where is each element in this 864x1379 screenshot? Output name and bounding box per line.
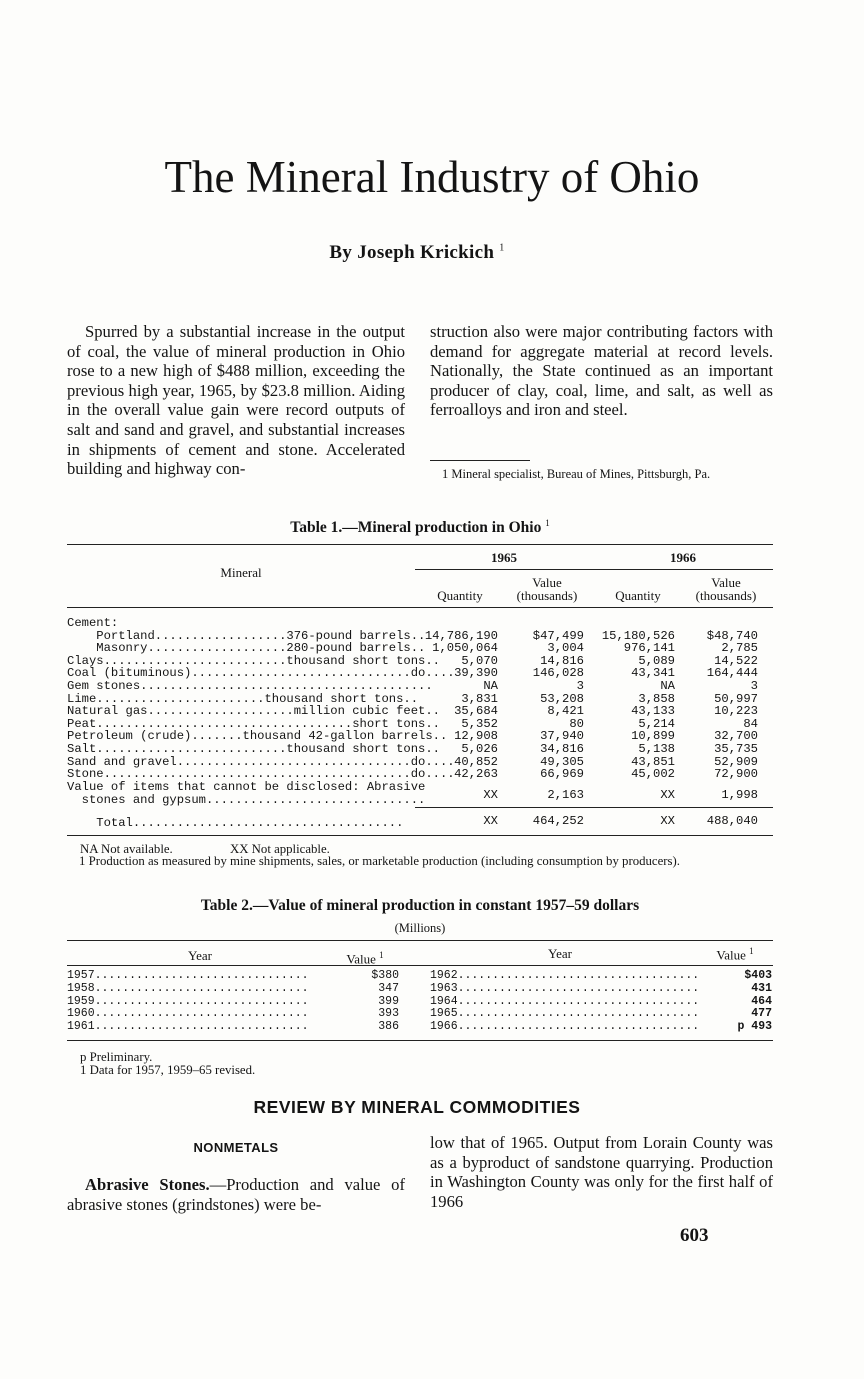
table1-undisclosed-label-line2: stones and gypsum.............................. [67,792,426,807]
table2-right-value: 431 [751,981,772,995]
table1-year-rule [415,569,773,570]
table1-cell-q66: 15,180,526 [601,628,675,643]
table2-top-rule [67,940,773,941]
nonmetals-heading: NONMETALS [193,1140,279,1155]
table1-cell-q65: 35,684 [454,704,498,719]
table1-undisclosed-q66: XX [660,788,675,802]
table1-undisclosed-q65: XX [483,788,498,802]
table1-cell-q65: 39,390 [454,666,498,681]
intro-right-column: struction also were major contributing factors with demand for aggregate material at record levels. Nationally, the State continued as an important producer of clay, coal, lime, and salt, as well as ferroalloys and iron and steel. [430,322,773,420]
table1-total-rule [415,807,773,808]
table2-left-value: 399 [378,994,399,1008]
table2-right-year: 1963................................... [430,981,700,995]
table1-cell-q66: 45,002 [631,767,675,782]
table1-cell-v66: 50,997 [714,691,758,706]
table1-cell-v66: 32,700 [714,729,758,744]
table1-caption-text: Table 1.—Mineral production in Ohio [290,519,542,537]
table2-right-value: $403 [744,969,772,982]
table1-total-v66: 488,040 [706,814,758,828]
table1-bottom-rule [67,835,773,836]
table2-note-preliminary: p Preliminary. [80,1050,153,1064]
table1-cell-label: Masonry...................280-pound barrels.. [67,641,426,656]
table2-header-value-left [320,949,410,965]
table1-cell-q66: 43,851 [631,754,675,769]
table1-cell-q65: 5,352 [461,716,498,731]
table1-cell-v66: 3 [750,679,758,693]
abrasive-lead: Abrasive Stones. [85,1175,210,1194]
table1-total-v65: 464,252 [532,814,584,828]
author-footnote-marker: 1 [499,242,505,254]
table1-cell-v66: $48,740 [706,628,758,643]
table2-header-value-right-note: 1 [749,946,754,956]
table1-caption-note: 1 [545,518,550,528]
table1-total-q66: XX [660,814,675,828]
table2-right-value: 464 [751,994,772,1008]
table2-bottom-rule [67,1040,773,1041]
table1-header-value-1966-line2: (thousands) [695,588,757,603]
table2-left-year: 1959............................... [67,994,309,1008]
table2-right-year: 1962................................... [430,969,700,982]
table1-cell-q66: NA [660,679,675,693]
table2-header-year-left: Year [188,948,212,963]
table1-cell-v65: 8,421 [547,704,584,719]
table1-cell-v65: $47,499 [532,628,584,643]
table1-header-quantity-1966: Quantity [615,588,661,603]
table1-cell-q66: 43,341 [631,666,675,681]
table1-cell-v66: 35,735 [714,742,758,756]
table2-left-value: 393 [378,1007,399,1021]
table1-cell-q65: 14,786,190 [424,628,498,643]
table1-cell-v65: 3 [576,679,584,693]
table1-cell-label: Natural gas....................million cubic feet.. [67,704,440,719]
table1-cell-q66: 5,138 [638,742,675,756]
table2-header-value-right [690,945,780,961]
author-footnote: 1 Mineral specialist, Bureau of Mines, Pittsburgh, Pa. [442,467,711,481]
page-title: The Mineral Industry of Ohio [164,152,700,202]
table1-header-value-1966-line1: Value [711,575,741,590]
table1-cell-label: Clays.........................thousand short tons.. [67,653,440,668]
table1-cell-q66: 3,858 [638,691,675,706]
table1-cell-v65: 49,305 [540,754,584,769]
table1-cell-q65: 5,026 [461,742,498,756]
table1-cell-q65: 5,070 [461,653,498,668]
table1-cell-q65: 40,852 [454,754,498,769]
table1-cell-label: Salt..........................thousand short tons.. [67,742,440,756]
table1-cell-label: Portland..................376-pound barrels.. [67,628,426,643]
table1-header-1965: 1965 [491,550,517,565]
table1-row [67,642,773,655]
table1-cell-q66: 5,089 [638,653,675,668]
page-number: 603 [680,1225,709,1246]
table1-cell-q65: 3,831 [461,691,498,706]
table1-undisclosed-v66: 1,998 [721,788,758,802]
table1-cell-v66: 14,522 [714,653,758,668]
table1-total-q65: XX [483,814,498,828]
author-name: By Joseph Krickich [329,242,495,263]
table1-cell-label: Sand and gravel................................do.... [67,754,455,769]
author-line [0,242,834,264]
table1-cell-v65: 80 [569,716,584,731]
table2-left-year: 1960............................... [67,1007,309,1021]
abrasive-right-paragraph: low that of 1965. Output from Lorain County was as a byproduct of sandstone quarrying. Production in Washington County was only for the first half of 1966 [430,1133,773,1211]
table1-row [67,768,773,781]
table2-header-value-left-text: Value [346,951,376,967]
table1-cell-v66: 2,785 [721,641,758,656]
table1-row [67,617,773,630]
table1-header-quantity-1965: Quantity [437,588,483,603]
table1-cell-v65: 146,028 [532,666,584,681]
table1-row [67,680,773,693]
table2-left-value: $380 [371,969,399,982]
table1-header-rule [67,607,773,608]
table1-cell-v65: 37,940 [540,729,584,744]
table2-left-year: 1958............................... [67,981,309,995]
table1-cell-q66: 10,899 [631,729,675,744]
table1-row [67,743,773,756]
table2-left-value: 386 [378,1020,399,1034]
abrasive-left-text: —Production and value of abrasive stones (grindstones) were be- [67,1175,405,1214]
table1-header-value-1966 [683,576,769,602]
table1-cell-v66: 52,909 [714,754,758,769]
table1-cell-q66: 43,133 [631,704,675,719]
table2-right-year: 1966................................... [430,1020,700,1034]
table1-header-value-1965-line2: (thousands) [516,588,578,603]
table1-note-na: NA Not available. [80,842,173,856]
table1-undisclosed-label-line1: Value of items that cannot be disclosed: Abrasive [67,780,426,794]
table2-header-value-right-text: Value [716,947,746,963]
table1-row [67,705,773,718]
table1-cell-q65: 12,908 [454,729,498,744]
table2-left-year: 1957............................... [67,969,309,982]
table1-note-xx: XX Not applicable. [230,842,330,856]
table1-cell-v65: 3,004 [547,641,584,656]
table1-cell-label: Peat...................................short tons.. [67,716,440,731]
table2-caption: Table 2.—Value of mineral production in constant 1957–59 dollars [200,897,640,914]
abrasive-left-paragraph [67,1175,405,1214]
table1-cell-v66: 10,223 [714,704,758,719]
table1-header-value-1965 [505,576,589,602]
table2-left-value: 347 [378,981,399,995]
footnote-rule [430,460,530,461]
table1-cell-v65: 34,816 [540,742,584,756]
table1-undisclosed-v65: 2,163 [547,788,584,802]
table2-right-value: p 493 [737,1020,772,1034]
table2-header-year-right: Year [548,946,572,961]
table1-cell-q65: NA [483,679,498,693]
table1-cell-q65: 42,263 [454,767,498,782]
table1-cell-q65: 1,050,064 [432,641,498,656]
table1-cell-v65: 14,816 [540,653,584,668]
table1-cell-label: Gem stones........................................ [67,679,433,693]
intro-left-column: Spurred by a substantial increase in the output of coal, the value of mineral production in Ohio rose to a new high of $488 million, exceeding the previous high year, 1965, by $23.8 million. Aiding in the overall value gain were record outputs of salt and sand and gravel, and substantial increases in shipments of cement and stone. Accelerated building and highway con- [67,322,405,479]
table2-subcaption: (Millions) [394,921,446,935]
table1-cell-v65: 53,208 [540,691,584,706]
review-heading: REVIEW BY MINERAL COMMODITIES [253,1097,581,1117]
table1-cell-v65: 66,969 [540,767,584,782]
table2-right-year: 1964................................... [430,994,700,1008]
table1-cell-v66: 164,444 [706,666,758,681]
table1-cell-q66: 5,214 [638,716,675,731]
table2-header-rule [67,965,773,966]
table1-cell-q66: 976,141 [623,641,675,656]
table1-header-mineral: Mineral [220,565,262,580]
table1-note-production: 1 Production as measured by mine shipments, sales, or marketable production (including consumption by producers). [79,854,680,868]
table2-left-year: 1961............................... [67,1020,309,1034]
table1-cell-v66: 72,900 [714,767,758,782]
table1-cell-label: Lime.......................thousand short tons.. [67,691,419,706]
table1-header-value-1965-line1: Value [532,575,562,590]
table2-note-revised: 1 Data for 1957, 1959–65 revised. [80,1063,256,1077]
table2-header-value-left-note: 1 [379,950,384,960]
table1-header-1966: 1966 [670,550,696,565]
table1-undisclosed-label [67,780,426,807]
table1-cell-label: Cement: [67,616,119,630]
table2-right-value: 477 [751,1007,772,1021]
table1-cell-label: Petroleum (crude).......thousand 42-gallon barrels.. [67,729,448,744]
table1-cell-label: Stone..........................................do.... [67,767,455,782]
table1-top-rule [67,544,773,545]
table1-cell-v66: 84 [743,716,758,731]
table1-total-label: Total..................................... [67,816,404,830]
table2-right-year: 1965................................... [430,1007,700,1021]
table1-cell-label: Coal (bituminous)..............................do.... [67,666,455,681]
table1-caption [67,518,773,537]
